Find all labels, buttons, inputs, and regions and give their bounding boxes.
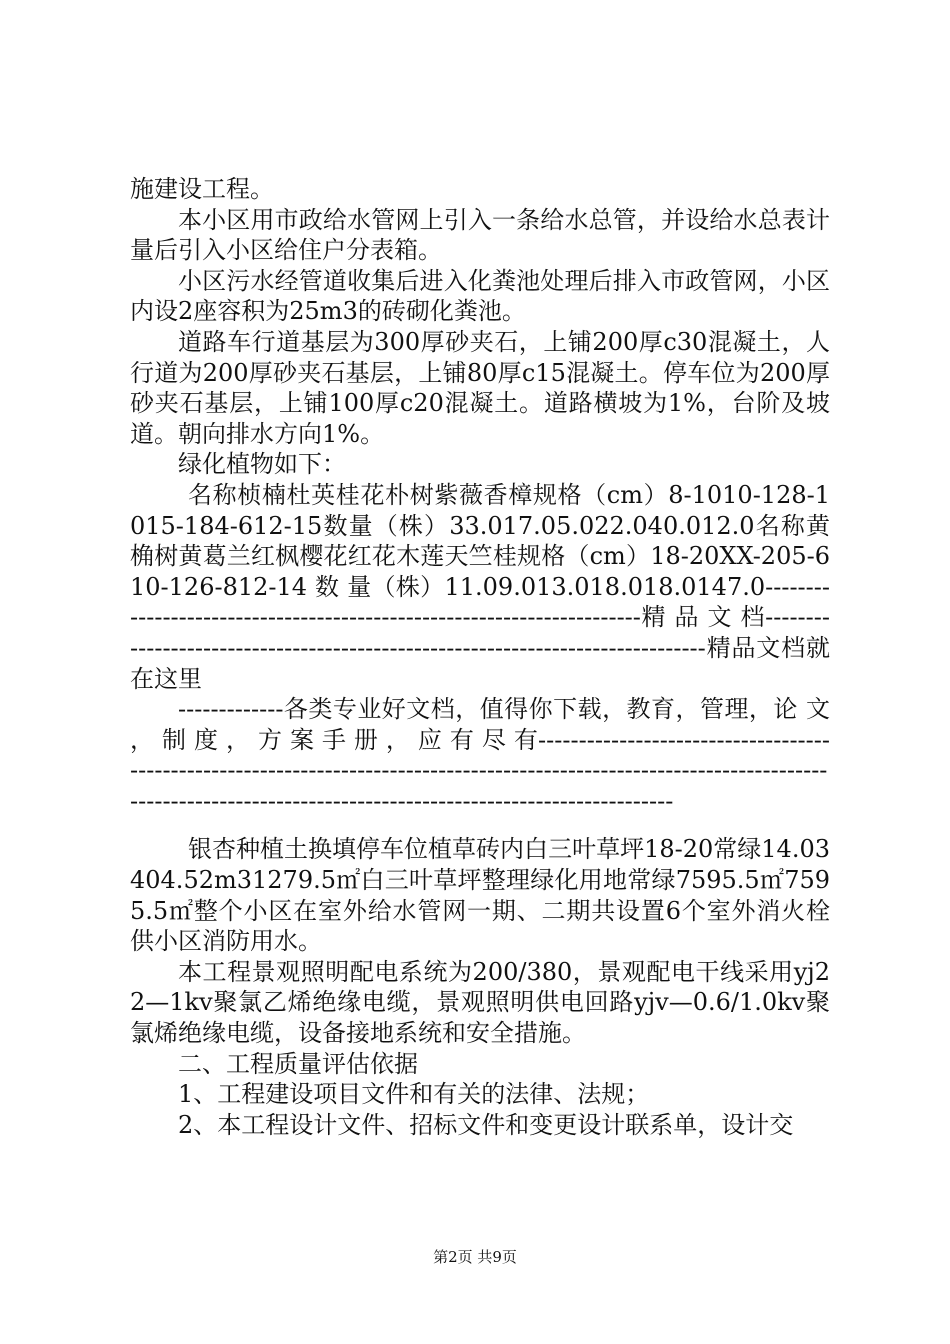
paragraph-2: 本小区用市政给水管网上引入一条给水总管，并设给水总表计量后引入小区给住户分表箱。 — [130, 205, 830, 265]
paragraph-7: -------------各类专业好文档，值得你下载，教育，管理，论 文 ， 制 度 ， 方 案 手 册 ， 应 有 尽 有--------------------------------------------------------------------------------------------------------------------------------------------------------------------------------------------- — [130, 695, 830, 815]
paragraph-1: 施建设工程。 — [130, 175, 274, 203]
body-text — [130, 174, 830, 1140]
paragraph-6: 名称桢楠杜英桂花朴树紫薇香樟规格（cm）8-1010-128-1015-184-612-15数量（株）33.017.05.022.040.012.0名称黄桷树黄葛兰红枫樱花红花木莲天竺桂规格（cm）18-20XX-205-610-126-812-14 数 量（株）11.09.013.018.018.0147.0-----------------------------------------------------------------------精 品 文 档-------------------------------------------------------------------------------精品文档就在这里 — [130, 480, 830, 693]
paragraph-10: 二、工程质量评估依据 — [178, 1049, 418, 1078]
paragraph-8: 银杏种植土换填停车位植草砖内白三叶草坪18-20常绿14.03404.52m31279.5㎡白三叶草坪整理绿化用地常绿7595.5㎡7595.5㎡整个小区在室外给水管网一期、二期共设置6个室外消火栓供小区消防用水。 — [130, 835, 830, 956]
paragraph-11: 1、工程建设项目文件和有关的法律、法规； — [178, 1080, 650, 1109]
paragraph-5: 绿化植物如下： — [178, 450, 346, 479]
paragraph-9: 本工程景观照明配电系统为200/380，景观配电干线采用yj22—1kv聚氯乙烯绝缘电缆，景观照明供电回路yjv—0.6/1.0kv聚氯烯绝缘电缆，设备接地系统和安全措施。 — [130, 957, 830, 1048]
page-footer: 第2页 共9页 — [433, 1248, 517, 1266]
paragraph-4: 道路车行道基层为300厚砂夹石，上铺200厚c30混凝土，人行道为200厚砂夹石基层，上铺80厚c15混凝土。停车位为200厚砂夹石基层，上铺100厚c20混凝土。道路横坡为1%，台阶及坡道。朝向排水方向1%。 — [130, 327, 830, 448]
spacer — [130, 816, 830, 834]
paragraph-12: 2、本工程设计文件、招标文件和变更设计联系单，设计交 — [178, 1110, 794, 1139]
paragraph-3: 小区污水经管道收集后进入化粪池处理后排入市政管网，小区内设2座容积为25m3的砖砌化粪池。 — [130, 266, 830, 326]
